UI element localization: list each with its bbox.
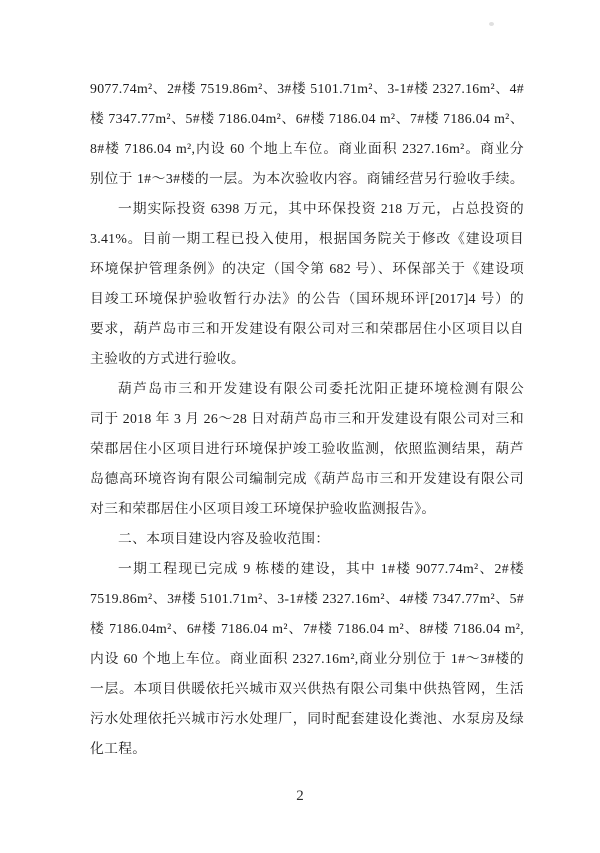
text-line: 要求，葫芦岛市三和开发建设有限公司对三和荣郡居住小区项目以自 <box>90 321 524 336</box>
text-line: 环境保护管理条例》的决定（国令第 682 号）、环保部关于《建设项 <box>90 261 524 276</box>
text-line: 目竣工环境保护验收暂行办法》的公告（国环规环评[2017]4 号）的 <box>90 291 524 306</box>
text-line: 二、本项目建设内容及验收范围： <box>118 531 330 546</box>
text-line: 楼 7186.04m²、6#楼 7186.04 m²、7#楼 7186.04 m²、8#楼 7186.04 m², <box>90 621 524 636</box>
text-line: 7519.86m²、3#楼 5101.71m²、3-1#楼 2327.16m²、4#楼 7347.77m²、5# <box>90 591 524 606</box>
text-line: 3.41%。目前一期工程已投入使用，根据国务院关于修改《建设项目 <box>90 231 524 246</box>
text-line: 别位于 1#～3#楼的一层。为本次验收内容。商铺经营另行验收手续。 <box>90 171 524 186</box>
text-line: 8#楼 7186.04 m²,内设 60 个地上车位。商业面积 2327.16m²。商业分 <box>90 141 524 156</box>
page-number: 2 <box>296 788 304 804</box>
document-body <box>90 74 524 764</box>
text-line: 一期工程现已完成 9 栋楼的建设，其中 1#楼 9077.74m²、2#楼 <box>118 561 524 576</box>
text-line: 荣郡居住小区项目进行环境保护竣工验收监测，依照监测结果，葫芦 <box>90 441 524 456</box>
text-line: 一期实际投资 6398 万元，其中环保投资 218 万元，占总投资的 <box>118 201 524 216</box>
text-line: 岛德高环境咨询有限公司编制完成《葫芦岛市三和开发建设有限公司 <box>90 471 524 486</box>
text-line: 9077.74m²、2#楼 7519.86m²、3#楼 5101.71m²、3-1#楼 2327.16m²、4# <box>90 81 524 96</box>
text-line: 一层。本项目供暖依托兴城市双兴供热有限公司集中供热管网，生活 <box>90 681 524 696</box>
text-line: 内设 60 个地上车位。商业面积 2327.16m²,商业分别位于 1#～3#楼的 <box>90 651 524 666</box>
text-line: 化工程。 <box>90 741 147 756</box>
text-line: 主验收的方式进行验收。 <box>90 351 246 366</box>
scan-artifact-speck <box>489 22 494 26</box>
text-line: 污水处理依托兴城市污水处理厂，同时配套建设化粪池、水泵房及绿 <box>90 711 524 726</box>
text-line: 对三和荣郡居住小区项目竣工环境保护验收监测报告》。 <box>90 501 436 516</box>
text-line: 司于 2018 年 3 月 26～28 日对葫芦岛市三和开发建设有限公司对三和 <box>90 411 524 426</box>
text-line: 葫芦岛市三和开发建设有限公司委托沈阳正捷环境检测有限公 <box>118 381 524 396</box>
text-line: 楼 7347.77m²、5#楼 7186.04m²、6#楼 7186.04 m²、7#楼 7186.04 m²、 <box>90 111 524 126</box>
